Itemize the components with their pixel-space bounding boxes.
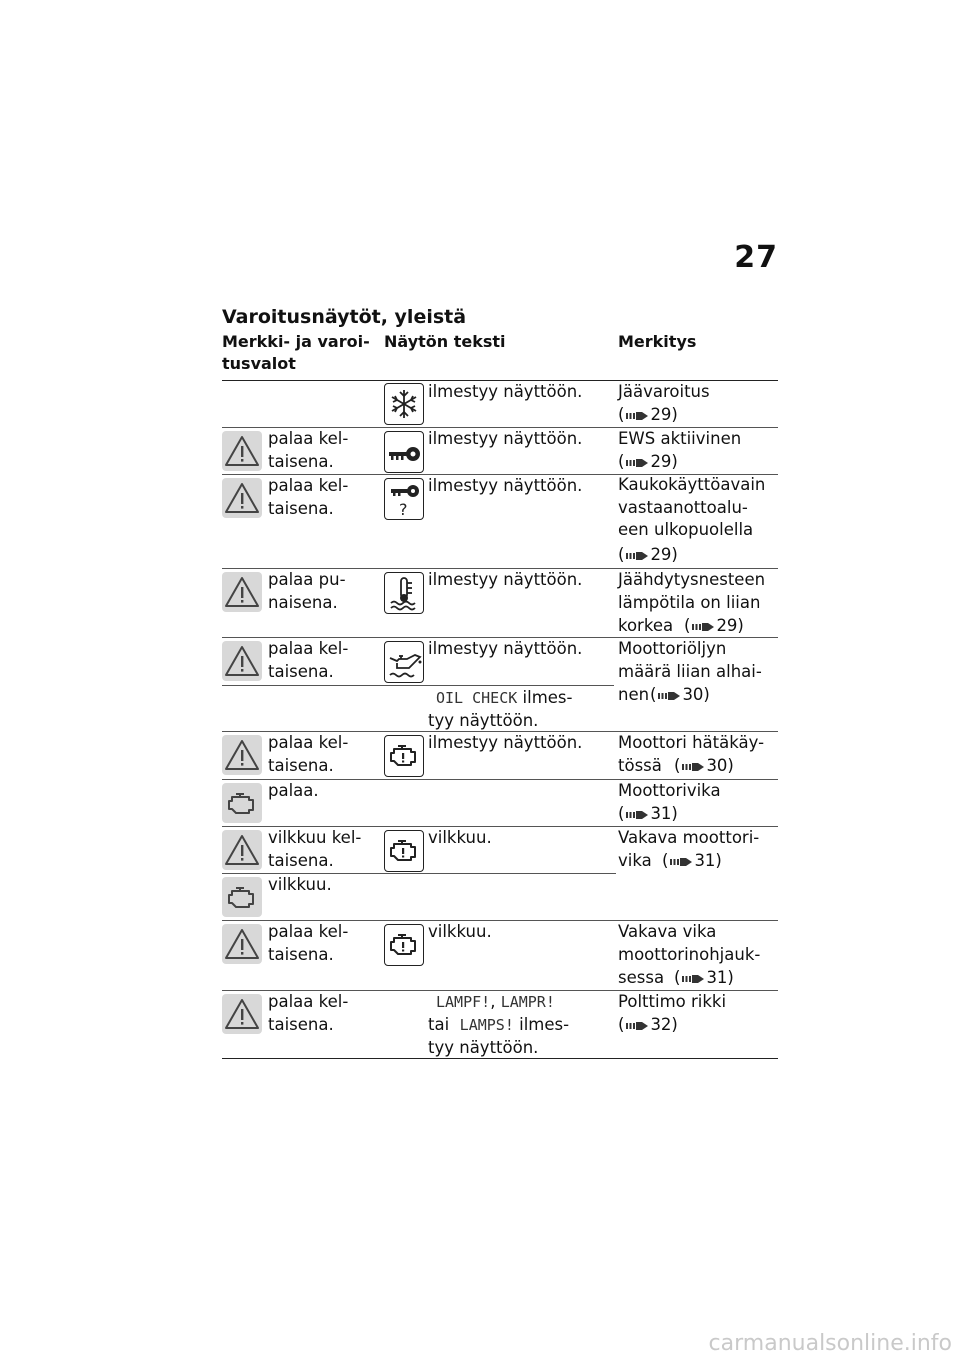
engine-check-icon xyxy=(222,877,262,917)
engine-check-icon xyxy=(384,735,424,777)
signal-text: vilkkuu. xyxy=(268,875,332,894)
svg-text:?: ? xyxy=(399,500,408,519)
reference-arrow-icon xyxy=(626,1020,648,1032)
reference-arrow-icon xyxy=(670,856,692,868)
watermark: carmanualsonline.info xyxy=(708,1331,952,1356)
meaning-text: Moottori hätäkäy- tössä xyxy=(618,733,765,775)
display-text: ilmestyy näyttöön. xyxy=(428,476,583,495)
display-text: ilmestyy näyttöön. xyxy=(428,639,583,658)
meaning-text: Jäävaroitus xyxy=(618,382,710,401)
engine-check-icon xyxy=(384,830,424,872)
signal-text: palaa kel- taisena. xyxy=(268,639,349,681)
meaning-text: Vakava moottori- vika xyxy=(618,828,760,870)
signal-text: palaa pu- naisena. xyxy=(268,570,346,612)
warning-triangle-icon xyxy=(222,735,262,775)
meaning-text: EWS aktiivinen xyxy=(618,429,742,448)
meaning-text: Jäähdytysnesteen lämpötila on liian korkea xyxy=(618,570,766,635)
display-text: ilmestyy näyttöön. xyxy=(428,382,583,401)
page-reference: ( 29) xyxy=(618,545,678,564)
display-text: tai LAMPS! ilmes- xyxy=(428,1015,570,1034)
engine-check-icon xyxy=(222,783,262,823)
display-code: OIL CHECK xyxy=(436,689,518,707)
meaning-text: Moottoriöljyn määrä liian alhai- nen xyxy=(618,639,762,704)
display-text: ilmestyy näyttöön. xyxy=(428,570,583,589)
page-reference: ( 31) xyxy=(618,804,678,823)
display-code: LAMPF! xyxy=(436,993,491,1011)
page-number: 27 xyxy=(734,240,778,275)
reference-arrow-icon xyxy=(658,690,680,702)
reference-arrow-icon xyxy=(626,550,648,562)
page-reference: ( 30) xyxy=(650,685,710,704)
signal-text: palaa kel- taisena. xyxy=(268,429,349,471)
warning-triangle-icon xyxy=(222,572,262,612)
warning-triangle-icon xyxy=(222,830,262,870)
warning-triangle-icon xyxy=(222,478,262,518)
snowflake-icon xyxy=(384,383,424,425)
reference-arrow-icon xyxy=(692,621,714,633)
meaning-text: Vakava vika moottorinohjauk- sessa xyxy=(618,922,761,987)
display-text: vilkkuu. xyxy=(428,828,492,847)
display-text: tyy näyttöön. xyxy=(428,711,539,730)
meaning-text: Kaukokäyttöavain vastaanottoalu- een ulkopuolella xyxy=(618,475,766,539)
page-reference: ( 29) xyxy=(684,616,744,635)
warning-triangle-icon xyxy=(222,994,262,1034)
warning-triangle-icon xyxy=(222,431,262,471)
reference-arrow-icon xyxy=(682,973,704,985)
page-reference: ( 32) xyxy=(618,1015,678,1034)
warning-triangle-icon xyxy=(222,641,262,681)
remote-key-question-icon xyxy=(384,478,424,520)
display-text: ilmestyy näyttöön. xyxy=(428,429,583,448)
signal-text: palaa kel- taisena. xyxy=(268,992,349,1034)
warning-triangle-icon xyxy=(222,924,262,964)
engine-check-icon xyxy=(384,924,424,966)
display-text: tyy näyttöön. xyxy=(428,1038,539,1057)
key-icon xyxy=(384,431,424,473)
page-reference: ( 30) xyxy=(674,756,734,775)
signal-text: palaa kel- taisena. xyxy=(268,922,349,964)
reference-arrow-icon xyxy=(626,809,648,821)
header-display-text: Näytön teksti xyxy=(384,332,506,351)
reference-arrow-icon xyxy=(626,457,648,469)
page-reference: ( 31) xyxy=(662,851,722,870)
signal-text: palaa. xyxy=(268,781,319,800)
meaning-text: Moottorivika xyxy=(618,781,721,800)
display-text: vilkkuu. xyxy=(428,922,492,941)
reference-arrow-icon xyxy=(682,761,704,773)
signal-text: palaa kel- taisena. xyxy=(268,733,349,775)
signal-text: vilkkuu kel- taisena. xyxy=(268,828,362,870)
signal-text: palaa kel- taisena. xyxy=(268,476,349,518)
header-meaning: Merkitys xyxy=(618,332,697,351)
oil-can-icon xyxy=(384,641,424,683)
display-text: OIL CHECK ilmes- xyxy=(436,688,573,707)
coolant-temperature-icon xyxy=(384,572,424,614)
display-code: LAMPS! xyxy=(459,1016,514,1034)
display-text: LAMPF!, LAMPR! xyxy=(436,992,555,1011)
page-reference: ( 29) xyxy=(618,452,678,471)
header-signal-lights: Merkki- ja varoi- tusvalot xyxy=(222,332,370,373)
section-title: Varoitusnäytöt, yleistä xyxy=(222,306,467,328)
display-text: ilmestyy näyttöön. xyxy=(428,733,583,752)
meaning-text: Polttimo rikki xyxy=(618,992,727,1011)
reference-arrow-icon xyxy=(626,410,648,422)
page-reference: ( 31) xyxy=(674,968,734,987)
page-reference: ( 29) xyxy=(618,405,678,424)
display-code: LAMPR! xyxy=(500,993,555,1011)
